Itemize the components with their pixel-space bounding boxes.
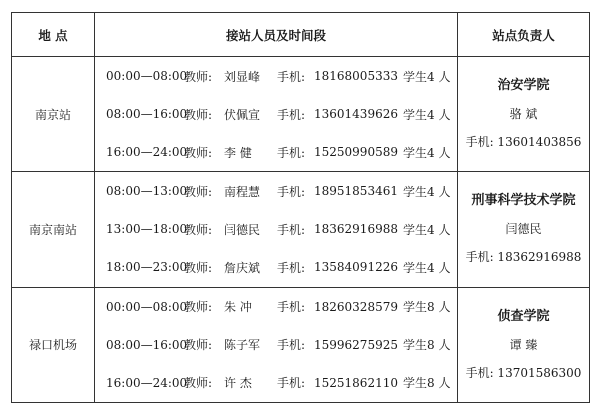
station-name: 南京站 [12,57,95,172]
responsible-phone: 手机: 13601403856 [465,135,582,150]
teacher-name: 南程慧 [224,184,261,199]
responsible-cell [458,287,590,402]
slot-list [95,57,458,172]
student-count: 学生4 人 [403,69,451,84]
table-row [12,172,590,287]
header-row [12,13,590,57]
pickup-schedule-table [11,12,590,403]
teacher-phone: 15996275925 [314,337,398,352]
teacher-name: 刘显峰 [224,69,261,84]
student-count: 学生4 人 [403,184,451,199]
slot-time: 08:00—16:00 [106,107,188,121]
teacher-phone: 15251862110 [314,375,398,390]
teacher-name: 詹庆斌 [224,260,261,275]
slot-time: 13:00—18:00 [106,222,188,237]
slot-role-label: 教师: [184,338,213,353]
slot-role-label: 教师: [184,145,213,160]
responsible-unit: 侦查学院 [497,308,550,324]
responsible-cell [458,172,590,287]
teacher-name: 伏佩宣 [224,107,261,122]
responsible-cell [458,57,590,172]
header-responsible: 站点负责人 [458,13,590,57]
responsible-phone: 手机: 18362916988 [465,250,582,265]
student-count: 学生8 人 [403,300,451,315]
slot-role-label: 教师: [184,260,213,275]
slot-list [95,172,458,287]
phone-label: 手机: [277,338,306,353]
slot-time: 00:00—08:00 [106,69,188,83]
responsible-unit: 刑事科学技术学院 [471,193,576,209]
phone-label: 手机: [277,184,306,199]
station-name: 禄口机场 [12,287,95,402]
slot-role-label: 教师: [184,376,213,391]
teacher-name: 许 杰 [224,376,252,391]
slot-role-label: 教师: [184,222,213,237]
slot-time: 08:00—16:00 [106,337,188,352]
slot-item [95,95,457,133]
header-schedule: 接站人员及时间段 [95,13,458,57]
header-location: 地 点 [12,13,95,57]
phone-label: 手机: [277,69,306,84]
slot-time: 08:00—13:00 [106,184,188,199]
slot-time: 16:00—24:00 [106,375,188,390]
student-count: 学生4 人 [403,222,451,237]
slot-item [95,133,457,171]
teacher-name: 朱 冲 [224,300,252,315]
slot-time: 16:00—24:00 [106,145,188,159]
slot-item [95,288,457,326]
slot-role-label: 教师: [184,184,213,199]
phone-label: 手机: [277,145,306,160]
slot-role-label: 教师: [184,300,213,315]
teacher-phone: 18260328579 [314,299,398,314]
slot-item [95,57,457,95]
slot-role-label: 教师: [184,107,213,122]
slot-item [95,326,457,364]
student-count: 学生4 人 [403,107,451,122]
teacher-phone: 15250990589 [314,145,398,159]
table-row [12,287,590,402]
slot-item [95,210,457,248]
teacher-phone: 13601439626 [314,107,398,121]
slot-list [95,287,458,402]
teacher-name: 闫德民 [224,222,261,237]
phone-label: 手机: [277,300,306,315]
slot-item [95,172,457,210]
student-count: 学生8 人 [403,338,451,353]
responsible-unit: 治安学院 [497,78,550,94]
responsible-phone: 手机: 13701586300 [465,365,582,380]
slot-item [95,364,457,402]
slot-time: 18:00—23:00 [106,260,188,275]
student-count: 学生8 人 [403,376,451,391]
teacher-name: 陈子军 [224,338,261,353]
phone-label: 手机: [277,260,306,275]
slot-role-label: 教师: [184,69,213,84]
phone-label: 手机: [277,222,306,237]
teacher-phone: 13584091226 [314,260,398,275]
student-count: 学生4 人 [403,145,451,160]
station-name: 南京南站 [12,172,95,287]
teacher-phone: 18951853461 [314,184,398,199]
student-count: 学生4 人 [403,260,451,275]
table-row [12,57,590,172]
slot-time: 00:00—08:00 [106,299,188,314]
phone-label: 手机: [277,107,306,122]
teacher-phone: 18168005333 [314,69,398,83]
responsible-name: 闫德民 [505,222,542,237]
slot-item [95,248,457,286]
teacher-phone: 18362916988 [314,222,398,237]
teacher-name: 李 健 [224,145,252,160]
phone-label: 手机: [277,376,306,391]
responsible-name: 骆 斌 [509,107,538,122]
responsible-name: 谭 臻 [509,337,538,352]
